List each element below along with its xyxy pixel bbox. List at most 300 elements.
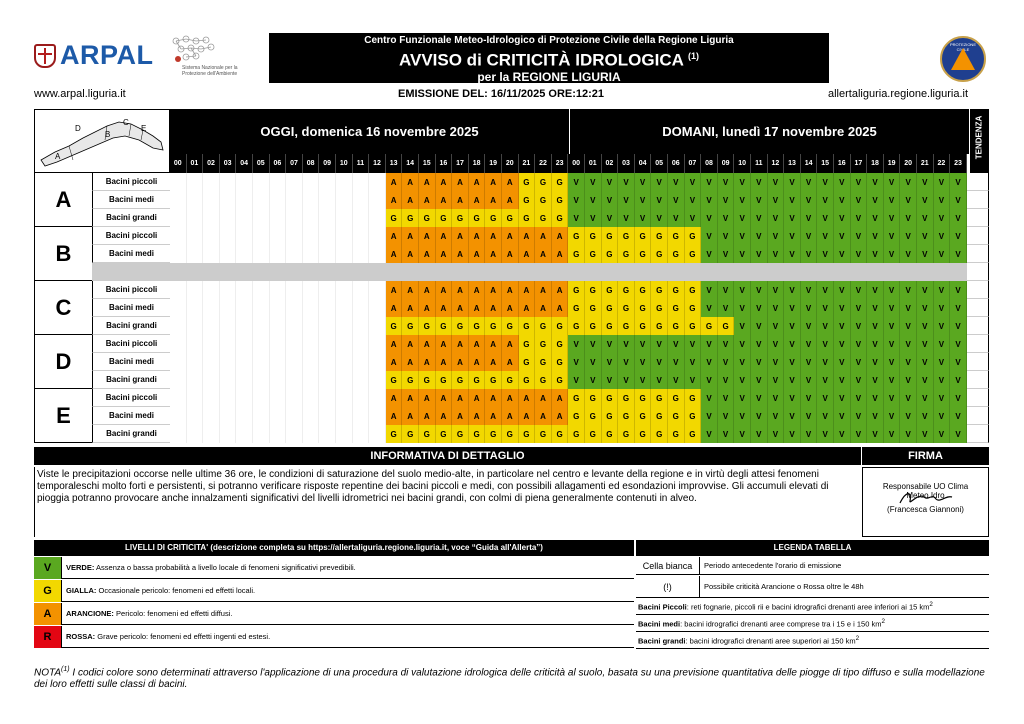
criticality-cell bbox=[220, 173, 237, 191]
criticality-cell: V bbox=[917, 299, 934, 317]
footnote-label: NOTA bbox=[34, 667, 62, 679]
criticality-cell bbox=[253, 173, 270, 191]
criticality-cell: A bbox=[452, 353, 469, 371]
criticality-cell: A bbox=[419, 245, 436, 263]
criticality-cell: G bbox=[618, 299, 635, 317]
arpal-site-link[interactable]: www.arpal.liguria.it bbox=[34, 88, 126, 100]
criticality-cell: V bbox=[751, 371, 768, 389]
criticality-cell: G bbox=[602, 317, 619, 335]
criticality-cell: G bbox=[568, 227, 585, 245]
hour-cell: 23 bbox=[950, 154, 967, 173]
criticality-cell bbox=[170, 353, 187, 371]
criticality-cell bbox=[286, 209, 303, 227]
criticality-cell: A bbox=[502, 407, 519, 425]
criticality-cell: V bbox=[917, 425, 934, 443]
criticality-cell: V bbox=[934, 425, 951, 443]
criticality-cell: A bbox=[502, 353, 519, 371]
criticality-cell: V bbox=[884, 335, 901, 353]
criticality-cell: V bbox=[950, 191, 967, 209]
criticality-cell: A bbox=[402, 227, 419, 245]
criticality-cell: V bbox=[768, 425, 785, 443]
hour-cell: 20 bbox=[900, 154, 917, 173]
criticality-cell: V bbox=[734, 371, 751, 389]
criticality-cell: V bbox=[784, 281, 801, 299]
criticality-cell: V bbox=[568, 335, 585, 353]
criticality-cell: G bbox=[585, 425, 602, 443]
criticality-cell: G bbox=[635, 425, 652, 443]
criticality-cell: G bbox=[718, 317, 735, 335]
criticality-cell: V bbox=[734, 191, 751, 209]
criticality-cell: V bbox=[817, 227, 834, 245]
criticality-cell: V bbox=[784, 209, 801, 227]
criticality-cell bbox=[369, 407, 386, 425]
level-swatch-gialla: G bbox=[34, 580, 62, 602]
criticality-cell: V bbox=[851, 353, 868, 371]
criticality-cell: G bbox=[552, 173, 569, 191]
criticality-cell: A bbox=[386, 353, 403, 371]
zone-label-d: D bbox=[34, 335, 92, 389]
criticality-cell: A bbox=[419, 173, 436, 191]
criticality-cell bbox=[369, 209, 386, 227]
criticality-cell: V bbox=[801, 227, 818, 245]
criticality-cell: A bbox=[469, 227, 486, 245]
criticality-cell: V bbox=[900, 191, 917, 209]
criticality-cell: G bbox=[602, 407, 619, 425]
basin-label: Bacini grandi bbox=[92, 209, 170, 227]
criticality-cell: G bbox=[535, 335, 552, 353]
criticality-cell: A bbox=[419, 299, 436, 317]
criticality-cell: V bbox=[685, 353, 702, 371]
criticality-cell: V bbox=[900, 353, 917, 371]
criticality-cell: G bbox=[585, 281, 602, 299]
criticality-cell: A bbox=[502, 281, 519, 299]
criticality-cell bbox=[336, 209, 353, 227]
criticality-cell: V bbox=[734, 299, 751, 317]
criticality-cell: A bbox=[485, 353, 502, 371]
criticality-cell: V bbox=[934, 281, 951, 299]
criticality-cell: V bbox=[801, 389, 818, 407]
criticality-cell bbox=[319, 209, 336, 227]
criticality-cell: V bbox=[751, 389, 768, 407]
criticality-cell: V bbox=[934, 227, 951, 245]
criticality-cell: V bbox=[651, 173, 668, 191]
criticality-cell: V bbox=[768, 389, 785, 407]
criticality-cell: V bbox=[651, 371, 668, 389]
criticality-cell bbox=[369, 353, 386, 371]
criticality-cell: V bbox=[851, 209, 868, 227]
criticality-cell: V bbox=[751, 191, 768, 209]
protezione-civile-logo bbox=[940, 36, 986, 82]
criticality-cell: V bbox=[900, 335, 917, 353]
criticality-cell: G bbox=[585, 299, 602, 317]
trend-cell bbox=[967, 371, 989, 389]
criticality-cell: A bbox=[436, 281, 453, 299]
criticality-cell: G bbox=[485, 425, 502, 443]
allerta-site-link[interactable]: allertaliguria.regione.liguria.it bbox=[828, 88, 969, 100]
levels-header: LIVELLI DI CRITICITA' (descrizione completa su https://allertaliguria.regione.liguria.it, voce “Guida all'Allerta”) bbox=[34, 540, 634, 556]
criticality-cell: A bbox=[452, 191, 469, 209]
criticality-cell: G bbox=[602, 389, 619, 407]
criticality-cell bbox=[253, 407, 270, 425]
criticality-cell: A bbox=[386, 335, 403, 353]
legend-sup: 2 bbox=[855, 635, 860, 643]
zone-label-c: C bbox=[34, 281, 92, 335]
criticality-cell: V bbox=[585, 209, 602, 227]
criticality-cell: A bbox=[419, 335, 436, 353]
basin-label: Bacini piccoli bbox=[92, 227, 170, 245]
criticality-cell: V bbox=[568, 191, 585, 209]
criticality-cell: V bbox=[701, 227, 718, 245]
criticality-cell bbox=[170, 281, 187, 299]
criticality-cell: G bbox=[436, 371, 453, 389]
map-label-b: B bbox=[105, 130, 111, 139]
criticality-cell bbox=[220, 191, 237, 209]
criticality-cell: V bbox=[884, 407, 901, 425]
criticality-cell: V bbox=[651, 353, 668, 371]
criticality-cell: A bbox=[452, 227, 469, 245]
criticality-cell: V bbox=[884, 191, 901, 209]
hour-cell: 15 bbox=[817, 154, 834, 173]
criticality-cell: V bbox=[867, 335, 884, 353]
criticality-cell: A bbox=[386, 191, 403, 209]
hour-cell: 12 bbox=[369, 154, 386, 173]
criticality-cell bbox=[353, 335, 370, 353]
criticality-cell: V bbox=[701, 173, 718, 191]
hour-cell: 20 bbox=[502, 154, 519, 173]
criticality-cell bbox=[187, 227, 204, 245]
criticality-cell bbox=[303, 425, 320, 443]
criticality-cell: V bbox=[817, 389, 834, 407]
criticality-cell: V bbox=[602, 353, 619, 371]
criticality-cell bbox=[187, 317, 204, 335]
criticality-cell bbox=[187, 371, 204, 389]
criticality-cell: V bbox=[718, 191, 735, 209]
criticality-cell: V bbox=[801, 173, 818, 191]
liguria-map-icon bbox=[35, 110, 169, 172]
criticality-cell bbox=[253, 299, 270, 317]
criticality-cell: G bbox=[419, 317, 436, 335]
criticality-cell: G bbox=[618, 425, 635, 443]
criticality-cell: V bbox=[884, 389, 901, 407]
criticality-cell: V bbox=[817, 425, 834, 443]
criticality-cell bbox=[170, 407, 187, 425]
criticality-cell bbox=[369, 245, 386, 263]
basin-label: Bacini medi bbox=[92, 245, 170, 263]
criticality-cell: V bbox=[801, 425, 818, 443]
criticality-cell: A bbox=[436, 335, 453, 353]
criticality-cell: G bbox=[452, 209, 469, 227]
criticality-cell bbox=[203, 317, 220, 335]
criticality-cell: A bbox=[485, 281, 502, 299]
criticality-cell: A bbox=[485, 245, 502, 263]
criticality-cell bbox=[319, 371, 336, 389]
criticality-cell bbox=[336, 335, 353, 353]
criticality-cell: A bbox=[402, 281, 419, 299]
hour-cell: 16 bbox=[436, 154, 453, 173]
criticality-cell: V bbox=[768, 335, 785, 353]
criticality-cell: V bbox=[834, 389, 851, 407]
criticality-cell bbox=[236, 353, 253, 371]
hour-cell: 11 bbox=[353, 154, 370, 173]
criticality-cell: A bbox=[552, 245, 569, 263]
level-swatch-arancione: A bbox=[34, 603, 62, 625]
criticality-cell: A bbox=[535, 281, 552, 299]
criticality-cell: A bbox=[469, 191, 486, 209]
criticality-cell: V bbox=[834, 317, 851, 335]
criticality-cell bbox=[253, 227, 270, 245]
criticality-cell: V bbox=[635, 209, 652, 227]
criticality-cell: V bbox=[784, 299, 801, 317]
criticality-cell bbox=[203, 191, 220, 209]
criticality-cell: G bbox=[552, 371, 569, 389]
criticality-cell: G bbox=[552, 353, 569, 371]
criticality-cell: V bbox=[950, 227, 967, 245]
criticality-cell: G bbox=[635, 281, 652, 299]
criticality-cell: G bbox=[635, 299, 652, 317]
criticality-cell: V bbox=[602, 173, 619, 191]
criticality-cell: V bbox=[701, 281, 718, 299]
criticality-cell: A bbox=[402, 191, 419, 209]
criticality-cell: V bbox=[734, 173, 751, 191]
criticality-cell: V bbox=[568, 173, 585, 191]
criticality-cell: V bbox=[768, 173, 785, 191]
criticality-cell: V bbox=[801, 407, 818, 425]
trend-cell bbox=[967, 335, 989, 353]
criticality-cell: G bbox=[635, 317, 652, 335]
hour-cell: 14 bbox=[402, 154, 419, 173]
criticality-cell bbox=[369, 191, 386, 209]
criticality-cell: A bbox=[519, 299, 536, 317]
criticality-cell bbox=[303, 407, 320, 425]
map-label-c: C bbox=[123, 118, 129, 127]
criticality-cell: A bbox=[535, 245, 552, 263]
criticality-cell: V bbox=[668, 335, 685, 353]
criticality-cell bbox=[220, 407, 237, 425]
legend-desc-excl: Possibile criticità Arancione o Rossa oltre le 48h bbox=[704, 582, 864, 591]
hour-cell: 01 bbox=[585, 154, 602, 173]
sistema-nazionale-logo bbox=[166, 33, 246, 79]
criticality-cell bbox=[253, 371, 270, 389]
criticality-cell: V bbox=[635, 191, 652, 209]
criticality-cell: V bbox=[784, 353, 801, 371]
criticality-cell: V bbox=[751, 425, 768, 443]
hour-cell: 16 bbox=[834, 154, 851, 173]
criticality-cell: A bbox=[552, 389, 569, 407]
criticality-cell: A bbox=[485, 389, 502, 407]
criticality-cell bbox=[286, 425, 303, 443]
criticality-cell: G bbox=[668, 281, 685, 299]
criticality-cell: V bbox=[718, 209, 735, 227]
criticality-cell: A bbox=[402, 245, 419, 263]
criticality-cell: V bbox=[834, 425, 851, 443]
criticality-cell: A bbox=[485, 299, 502, 317]
hour-cell: 22 bbox=[934, 154, 951, 173]
criticality-cell: V bbox=[734, 425, 751, 443]
criticality-cell bbox=[319, 407, 336, 425]
criticality-cell bbox=[286, 335, 303, 353]
criticality-cell: V bbox=[867, 191, 884, 209]
criticality-cell: V bbox=[917, 317, 934, 335]
criticality-cell: V bbox=[934, 371, 951, 389]
criticality-cell: V bbox=[950, 353, 967, 371]
criticality-cell: G bbox=[519, 425, 536, 443]
criticality-cell: V bbox=[851, 299, 868, 317]
criticality-cell bbox=[286, 353, 303, 371]
criticality-cell: V bbox=[867, 209, 884, 227]
criticality-cell: A bbox=[386, 245, 403, 263]
criticality-cell: V bbox=[668, 353, 685, 371]
criticality-cell: A bbox=[469, 353, 486, 371]
criticality-cell bbox=[270, 245, 287, 263]
criticality-cell bbox=[336, 245, 353, 263]
criticality-cell: V bbox=[784, 227, 801, 245]
criticality-cell: V bbox=[851, 191, 868, 209]
criticality-cell: G bbox=[386, 425, 403, 443]
criticality-cell bbox=[187, 335, 204, 353]
criticality-cell bbox=[353, 191, 370, 209]
criticality-cell bbox=[270, 407, 287, 425]
criticality-cell: A bbox=[402, 335, 419, 353]
criticality-cell: V bbox=[884, 425, 901, 443]
criticality-cell: V bbox=[801, 245, 818, 263]
criticality-cell: A bbox=[502, 227, 519, 245]
map-label-d: D bbox=[75, 124, 81, 133]
sistema-logo-text: Sistema Nazionale per la Protezione dell'Ambiente bbox=[182, 65, 238, 77]
signature-header: FIRMA bbox=[862, 447, 989, 465]
tomorrow-header: DOMANI, lunedì 17 novembre 2025 bbox=[570, 109, 969, 154]
criticality-cell bbox=[286, 227, 303, 245]
criticality-cell bbox=[203, 371, 220, 389]
criticality-cell: G bbox=[552, 209, 569, 227]
criticality-cell bbox=[369, 425, 386, 443]
criticality-cell: A bbox=[386, 173, 403, 191]
criticality-cell bbox=[253, 335, 270, 353]
criticality-cell: A bbox=[469, 389, 486, 407]
criticality-cell: A bbox=[552, 299, 569, 317]
criticality-cell: A bbox=[419, 353, 436, 371]
criticality-cell: G bbox=[618, 389, 635, 407]
hour-cell: 17 bbox=[851, 154, 868, 173]
arpal-logo bbox=[34, 40, 154, 71]
criticality-cell: G bbox=[552, 425, 569, 443]
criticality-cell bbox=[236, 281, 253, 299]
criticality-cell: A bbox=[452, 245, 469, 263]
criticality-cell bbox=[303, 389, 320, 407]
basin-label: Bacini piccoli bbox=[92, 335, 170, 353]
criticality-cell: A bbox=[436, 299, 453, 317]
criticality-cell bbox=[369, 281, 386, 299]
criticality-cell: G bbox=[585, 245, 602, 263]
criticality-cell: A bbox=[402, 407, 419, 425]
criticality-cell: A bbox=[535, 299, 552, 317]
criticality-cell: V bbox=[867, 281, 884, 299]
criticality-cell: G bbox=[568, 389, 585, 407]
criticality-cell: V bbox=[568, 353, 585, 371]
criticality-cell bbox=[236, 371, 253, 389]
criticality-cell: A bbox=[419, 227, 436, 245]
hour-cell: 13 bbox=[386, 154, 403, 173]
legend-row-white bbox=[636, 557, 989, 575]
liguria-shield-icon bbox=[34, 44, 56, 68]
criticality-cell bbox=[236, 245, 253, 263]
legend-large-desc: : bacini idrografici drenanti aree superiori ai 150 km bbox=[685, 636, 856, 646]
criticality-cell bbox=[270, 425, 287, 443]
page-title bbox=[269, 47, 829, 70]
criticality-cell bbox=[220, 335, 237, 353]
criticality-cell: G bbox=[618, 227, 635, 245]
criticality-cell: A bbox=[436, 353, 453, 371]
criticality-cell: A bbox=[386, 407, 403, 425]
legend-row-excl bbox=[636, 576, 989, 598]
legend-medium-desc: : bacini idrografici drenanti aree comprese tra i 15 e i 150 km bbox=[680, 619, 882, 629]
criticality-cell bbox=[286, 389, 303, 407]
legend-header: LEGENDA TABELLA bbox=[636, 540, 989, 556]
criticality-cell bbox=[170, 335, 187, 353]
criticality-cell: A bbox=[469, 281, 486, 299]
criticality-cell: G bbox=[519, 173, 536, 191]
legend-sup: 2 bbox=[881, 618, 885, 626]
criticality-cell: G bbox=[386, 317, 403, 335]
criticality-cell: V bbox=[917, 353, 934, 371]
criticality-cell: V bbox=[900, 371, 917, 389]
criticality-cell bbox=[270, 317, 287, 335]
criticality-cell: A bbox=[502, 389, 519, 407]
criticality-cell bbox=[236, 227, 253, 245]
criticality-cell: A bbox=[436, 389, 453, 407]
criticality-cell: A bbox=[402, 389, 419, 407]
criticality-cell bbox=[353, 281, 370, 299]
criticality-cell: V bbox=[934, 407, 951, 425]
criticality-cell: A bbox=[386, 299, 403, 317]
legend-sup: 2 bbox=[929, 601, 933, 609]
hour-cell: 10 bbox=[734, 154, 751, 173]
criticality-cell: V bbox=[801, 353, 818, 371]
criticality-cell: A bbox=[519, 245, 536, 263]
criticality-cell bbox=[236, 425, 253, 443]
criticality-cell: G bbox=[585, 227, 602, 245]
emission-date: EMISSIONE DEL: 16/11/2025 ORE:12:21 bbox=[398, 88, 605, 100]
criticality-cell: V bbox=[685, 209, 702, 227]
criticality-cell: V bbox=[817, 407, 834, 425]
legend-large-name: Bacini grandi bbox=[638, 636, 686, 646]
criticality-cell: V bbox=[917, 191, 934, 209]
criticality-cell: A bbox=[386, 389, 403, 407]
criticality-cell: G bbox=[568, 245, 585, 263]
criticality-cell bbox=[187, 389, 204, 407]
criticality-cell: G bbox=[552, 335, 569, 353]
criticality-cell: G bbox=[502, 317, 519, 335]
map-label-e: E bbox=[141, 124, 147, 133]
criticality-cell: A bbox=[485, 335, 502, 353]
footnote bbox=[34, 664, 994, 691]
criticality-cell: A bbox=[552, 407, 569, 425]
criticality-cell: G bbox=[452, 317, 469, 335]
criticality-cell: V bbox=[751, 173, 768, 191]
criticality-cell: V bbox=[934, 191, 951, 209]
criticality-cell: V bbox=[602, 191, 619, 209]
criticality-cell bbox=[353, 389, 370, 407]
criticality-cell: V bbox=[734, 209, 751, 227]
criticality-cell: G bbox=[635, 245, 652, 263]
criticality-cell: V bbox=[734, 335, 751, 353]
basin-label: Bacini grandi bbox=[92, 317, 170, 335]
criticality-cell: V bbox=[718, 335, 735, 353]
hour-cell: 04 bbox=[236, 154, 253, 173]
criticality-cell: G bbox=[651, 227, 668, 245]
criticality-cell: V bbox=[817, 371, 834, 389]
criticality-cell: G bbox=[485, 371, 502, 389]
criticality-cell: V bbox=[668, 371, 685, 389]
